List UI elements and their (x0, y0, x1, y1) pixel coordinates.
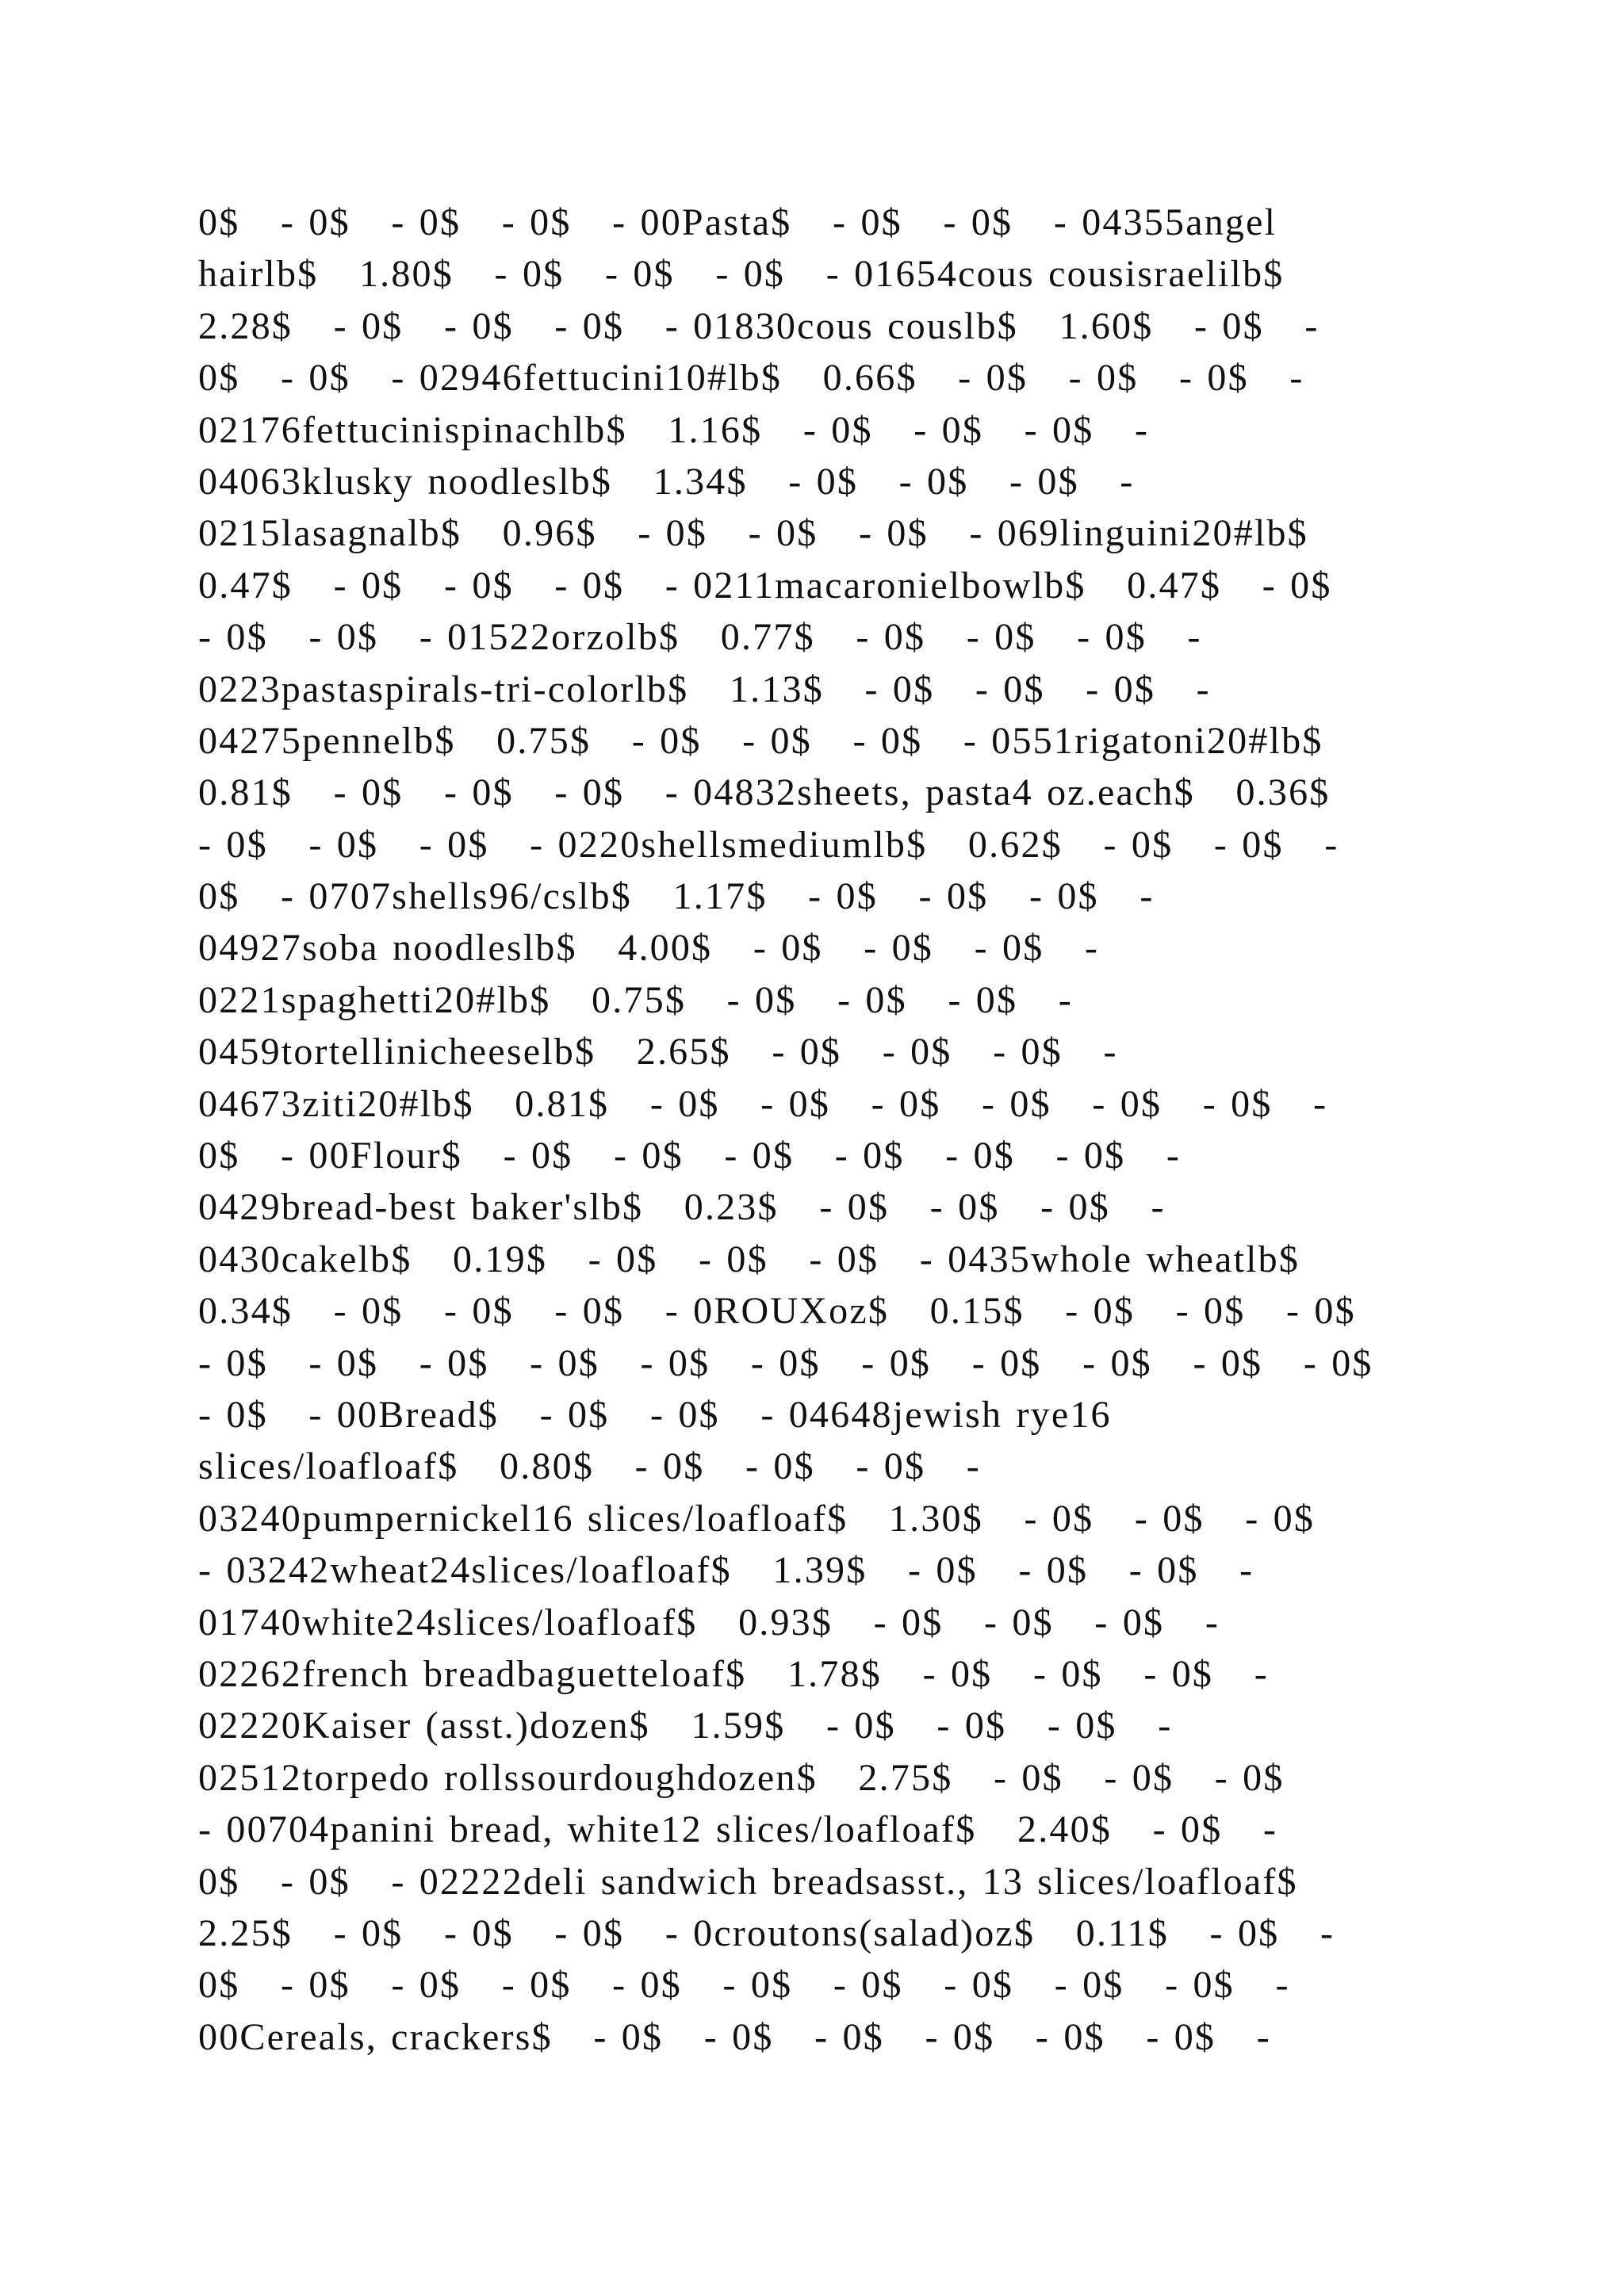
text-line: 02512torpedo rollssourdoughdozen$ 2.75$ - 0$ - 0$ - 0$ (198, 1756, 1285, 1799)
text-line: 0.81$ - 0$ - 0$ - 0$ - 04832sheets, pasta4 oz.each$ 0.36$ (198, 771, 1331, 814)
text-line: 0430cakelb$ 0.19$ - 0$ - 0$ - 0$ - 0435whole wheatlb$ (198, 1238, 1300, 1280)
text-line: - 0$ - 0$ - 0$ - 0220shellsmediumlb$ 0.62$ - 0$ - 0$ - (198, 823, 1339, 866)
text-line: 0221spaghetti20#lb$ 0.75$ - 0$ - 0$ - 0$ - (198, 978, 1073, 1021)
text-line: 0$ - 0$ - 0$ - 0$ - 0$ - 0$ - 0$ - 0$ - 0$ - 0$ - (198, 1964, 1290, 2007)
text-line: - 0$ - 00Bread$ - 0$ - 0$ - 04648jewish rye16 (198, 1393, 1112, 1436)
text-line: 03240pumpernickel16 slices/loafloaf$ 1.30$ - 0$ - 0$ - 0$ (198, 1497, 1316, 1540)
text-line: hairlb$ 1.80$ - 0$ - 0$ - 0$ - 01654cous cousisraelilb$ (198, 253, 1285, 296)
text-line: 04063klusky noodleslb$ 1.34$ - 0$ - 0$ - 0$ - (198, 460, 1135, 503)
text-line: 02262french breadbaguetteloaf$ 1.78$ - 0$ - 0$ - 0$ - (198, 1652, 1269, 1695)
text-line: 0$ - 0$ - 02946fettucini10#lb$ 0.66$ - 0$ - 0$ - 0$ - (198, 357, 1304, 400)
document-body (198, 197, 1435, 2063)
text-line: 04673ziti20#lb$ 0.81$ - 0$ - 0$ - 0$ - 0$ - 0$ - 0$ - (198, 1082, 1328, 1125)
text-line: 2.25$ - 0$ - 0$ - 0$ - 0croutons(salad)oz$ 0.11$ - 0$ - (198, 1911, 1335, 1954)
text-line: 00Cereals, crackers$ - 0$ - 0$ - 0$ - 0$ - 0$ - 0$ - (198, 2015, 1271, 2058)
text-line: 0.34$ - 0$ - 0$ - 0$ - 0ROUXoz$ 0.15$ - 0$ - 0$ - 0$ (198, 1290, 1356, 1333)
text-line: 04275pennelb$ 0.75$ - 0$ - 0$ - 0$ - 0551rigatoni20#lb$ (198, 719, 1323, 762)
text-line: 0429bread-best baker'slb$ 0.23$ - 0$ - 0$ - 0$ - (198, 1186, 1166, 1229)
text-line: 0.47$ - 0$ - 0$ - 0$ - 0211macaronielbowlb$ 0.47$ - 0$ (198, 564, 1332, 607)
text-line: 0$ - 0$ - 02222deli sandwich breadsasst., 13 slices/loafloaf$ (198, 1860, 1298, 1903)
text-line: 01740white24slices/loafloaf$ 0.93$ - 0$ - 0$ - 0$ - (198, 1601, 1220, 1644)
text-line: 04927soba noodleslb$ 4.00$ - 0$ - 0$ - 0$ - (198, 927, 1100, 970)
text-line: - 00704panini bread, white12 slices/loafloaf$ 2.40$ - 0$ - (198, 1808, 1278, 1851)
text-line: 0223pastaspirals-tri-colorlb$ 1.13$ - 0$ - 0$ - 0$ - (198, 668, 1211, 710)
text-line: 0459tortellinicheeselb$ 2.65$ - 0$ - 0$ - 0$ - (198, 1031, 1118, 1073)
text-line: 0$ - 00Flour$ - 0$ - 0$ - 0$ - 0$ - 0$ - 0$ - (198, 1135, 1182, 1177)
text-line: - 03242wheat24slices/loafloaf$ 1.39$ - 0$ - 0$ - 0$ - (198, 1549, 1254, 1592)
text-line: slices/loafloaf$ 0.80$ - 0$ - 0$ - 0$ - (198, 1445, 981, 1488)
text-line: 2.28$ - 0$ - 0$ - 0$ - 01830cous couslb$ 1.60$ - 0$ - (198, 304, 1320, 347)
text-line: 0$ - 0707shells96/cslb$ 1.17$ - 0$ - 0$ - 0$ - (198, 875, 1155, 918)
text-line: 02220Kaiser (asst.)dozen$ 1.59$ - 0$ - 0$ - 0$ - (198, 1705, 1173, 1747)
text-line: 0215lasagnalb$ 0.96$ - 0$ - 0$ - 0$ - 069linguini20#lb$ (198, 512, 1308, 555)
text-line: 02176fettucinispinachlb$ 1.16$ - 0$ - 0$ - 0$ - (198, 408, 1150, 451)
text-line: 0$ - 0$ - 0$ - 0$ - 00Pasta$ - 0$ - 0$ - 04355angel (198, 201, 1277, 243)
text-line: - 0$ - 0$ - 01522orzolb$ 0.77$ - 0$ - 0$ - 0$ - (198, 616, 1202, 659)
text-line: - 0$ - 0$ - 0$ - 0$ - 0$ - 0$ - 0$ - 0$ - 0$ - 0$ - 0$ (198, 1341, 1373, 1384)
